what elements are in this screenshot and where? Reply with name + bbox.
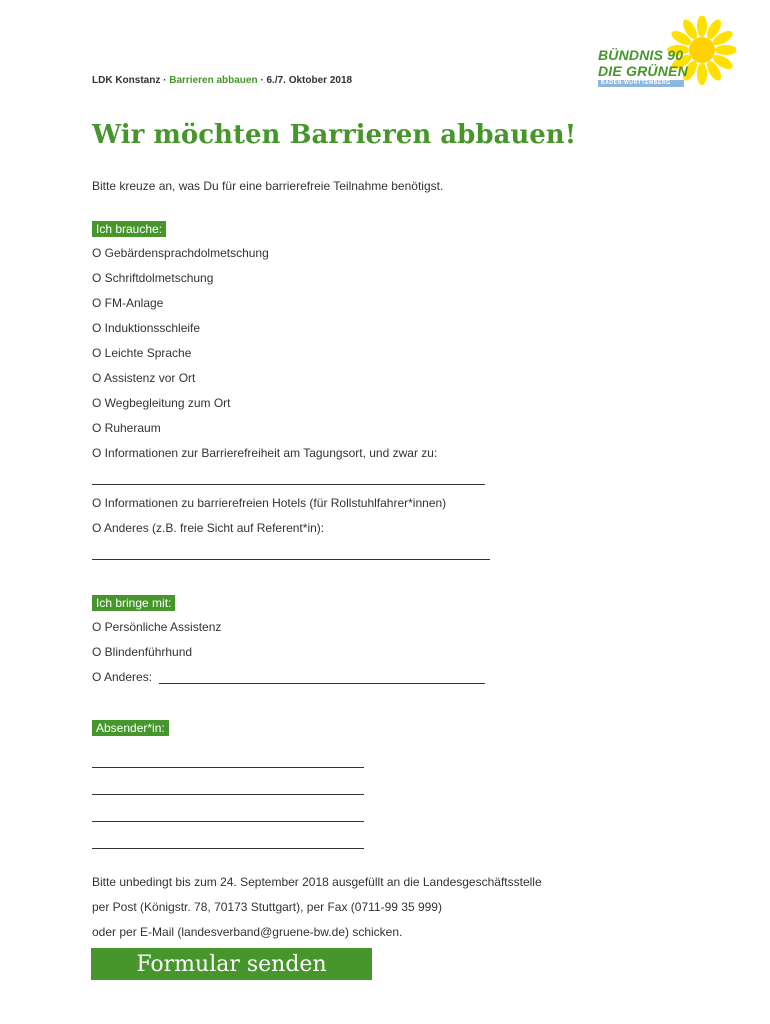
- option-other-bring[interactable]: O Anderes:: [92, 670, 153, 684]
- submit-form-button[interactable]: Formular senden: [91, 948, 372, 980]
- footer-line-1: Bitte unbedingt bis zum 24. September 2018 ausgefüllt an die Landesgeschäftsstelle: [92, 875, 542, 889]
- party-logo: [596, 16, 736, 88]
- other-bring-input-line[interactable]: [159, 683, 485, 684]
- footer-line-3: oder per E-Mail (landesverband@gruene-bw.de) schicken.: [92, 925, 403, 939]
- option-quiet-room[interactable]: O Ruheraum: [92, 421, 161, 435]
- page-title: Wir möchten Barrieren abbauen!: [92, 120, 577, 150]
- sender-input-line[interactable]: [92, 794, 364, 795]
- sender-input-line[interactable]: [92, 848, 364, 849]
- option-sign-language[interactable]: O Gebärdensprachdolmetschung: [92, 246, 269, 260]
- option-guide-dog[interactable]: O Blindenführhund: [92, 645, 193, 659]
- option-venue-info[interactable]: O Informationen zur Barrierefreiheit am Tagungsort, und zwar zu:: [92, 446, 438, 460]
- other-need-input-line[interactable]: [92, 559, 490, 560]
- section-label-bring: Ich bringe mit:: [92, 595, 175, 611]
- option-onsite-assistance[interactable]: O Assistenz vor Ort: [92, 371, 196, 385]
- option-easy-language[interactable]: O Leichte Sprache: [92, 346, 192, 360]
- sender-input-line[interactable]: [92, 767, 364, 768]
- option-fm-system[interactable]: O FM-Anlage: [92, 296, 164, 310]
- document-header: [92, 75, 352, 86]
- logo-line1: BÜNDNIS 90: [598, 47, 684, 63]
- option-captioning[interactable]: O Schriftdolmetschung: [92, 271, 214, 285]
- option-personal-assistance[interactable]: O Persönliche Assistenz: [92, 620, 222, 634]
- option-escort[interactable]: O Wegbegleitung zum Ort: [92, 396, 231, 410]
- option-induction-loop[interactable]: O Induktionsschleife: [92, 321, 201, 335]
- venue-info-input-line[interactable]: [92, 484, 485, 485]
- header-suffix: · 6./7. Oktober 2018: [257, 75, 353, 86]
- intro-text: Bitte kreuze an, was Du für eine barrierefreie Teilnahme benötigst.: [92, 179, 444, 193]
- logo-region: BADEN-WÜRTTEMBERG: [598, 80, 684, 87]
- footer-line-2: per Post (Königstr. 78, 70173 Stuttgart), per Fax (0711-99 35 999): [92, 900, 442, 914]
- option-hotel-info[interactable]: O Informationen zu barrierefreien Hotels (für Rollstuhlfahrer*innen): [92, 496, 447, 510]
- section-label-need: Ich brauche:: [92, 221, 166, 237]
- logo-line2: DIE GRÜNEN: [598, 63, 688, 79]
- option-other-need[interactable]: O Anderes (z.B. freie Sicht auf Referent*in):: [92, 521, 325, 535]
- sender-input-line[interactable]: [92, 821, 364, 822]
- header-prefix: LDK Konstanz ·: [92, 75, 170, 86]
- header-highlight: Barrieren abbauen: [169, 75, 258, 86]
- section-label-sender: Absender*in:: [92, 720, 169, 736]
